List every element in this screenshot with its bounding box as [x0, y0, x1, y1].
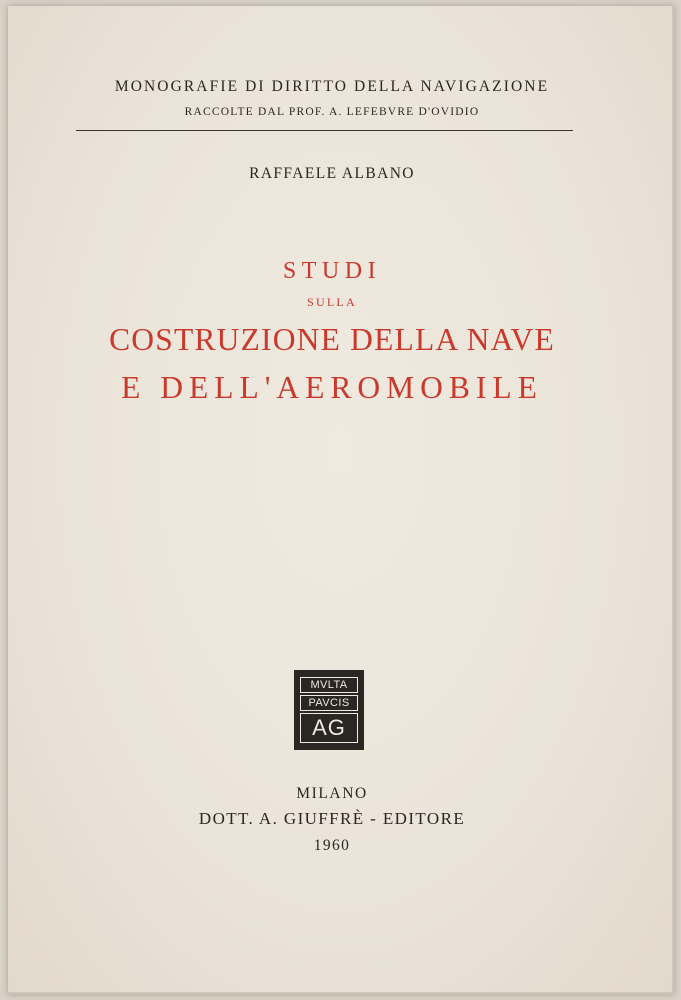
publisher-mark-middle: PAVCIS: [300, 695, 358, 711]
publication-year: 1960: [313, 837, 351, 854]
title-line-1: COSTRUZIONE DELLA NAVE: [109, 322, 555, 357]
series-title: MONOGRAFIE DI DIRITTO DELLA NAVIGAZIONE: [114, 78, 550, 95]
title-sulla: SULLA: [307, 295, 357, 309]
author-name: RAFFAELE ALBANO: [249, 165, 415, 182]
publisher-name: DOTT. A. GIUFFRÈ - EDITORE: [198, 809, 466, 828]
book-cover: [8, 6, 674, 994]
publisher-city: MILANO: [296, 785, 368, 802]
divider-rule: [76, 130, 573, 131]
series-collector: RACCOLTE DAL PROF. A. LEFEBVRE D'OVIDIO: [184, 106, 480, 118]
publisher-mark-logo: [294, 670, 364, 750]
title-line-2: E DELL'AEROMOBILE: [121, 370, 543, 405]
title-studi: STUDI: [282, 258, 382, 284]
publisher-mark-top: MVLTA: [300, 677, 358, 693]
publisher-mark-bottom: AG: [300, 713, 358, 743]
